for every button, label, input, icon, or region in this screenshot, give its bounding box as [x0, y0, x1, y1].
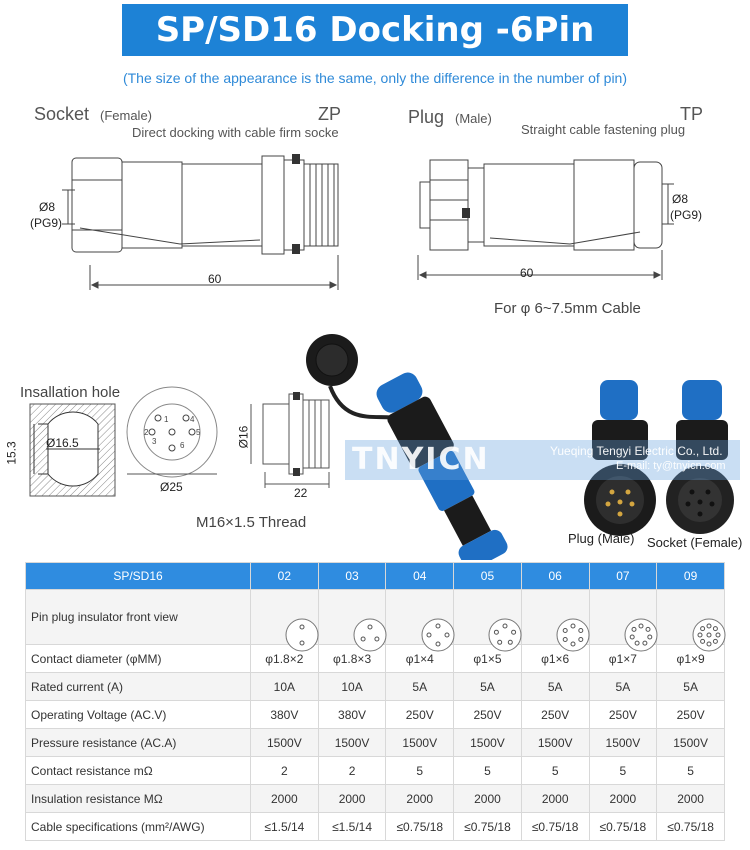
pin-layout-icon	[284, 617, 320, 653]
table-cell: ≤0.75/18	[657, 813, 725, 841]
install-title: Insallation hole	[20, 384, 121, 401]
page-subtitle: (The size of the appearance is the same, only the difference in the number of pin)	[122, 70, 628, 86]
thread-label: M16×1.5 Thread	[196, 514, 307, 531]
table-cell: φ1×5	[454, 645, 522, 673]
watermark-email: E-mail: ty@tnyicn.com	[616, 460, 726, 472]
table-col-header: 03	[318, 563, 386, 590]
svg-text:3: 3	[152, 437, 157, 446]
plug-code: TP	[680, 104, 704, 124]
table-cell: 2000	[589, 785, 657, 813]
hole-dia: Ø16.5	[46, 436, 79, 450]
table-cell: 2000	[454, 785, 522, 813]
table-col-header: 02	[251, 563, 319, 590]
table-header-label: SP/SD16	[26, 563, 251, 590]
table-cell: 10A	[318, 673, 386, 701]
table-cell: 1500V	[589, 729, 657, 757]
svg-text:6: 6	[180, 441, 185, 450]
svg-text:5: 5	[196, 428, 201, 437]
watermark-logo: TNYICN	[352, 442, 490, 477]
table-cell	[521, 590, 589, 645]
table-cell: ≤0.75/18	[589, 813, 657, 841]
table-cell: φ1×7	[589, 645, 657, 673]
table-col-header: 07	[589, 563, 657, 590]
svg-text:2: 2	[144, 428, 149, 437]
table-cell: 5A	[657, 673, 725, 701]
table-cell: ≤0.75/18	[386, 813, 454, 841]
pin-layout-icon	[420, 617, 456, 653]
table-row	[26, 701, 725, 729]
table-cell: 5	[521, 757, 589, 785]
pin-layout-icon	[352, 617, 388, 653]
table-row-label: Pressure resistance (AC.A)	[26, 729, 251, 757]
table-cell: 2000	[657, 785, 725, 813]
table-cell: φ1.8×3	[318, 645, 386, 673]
table-row	[26, 729, 725, 757]
side-length: 22	[294, 486, 308, 500]
pin-layout-icon	[487, 617, 523, 653]
table-cell	[251, 590, 319, 645]
table-row-label: Contact resistance mΩ	[26, 757, 251, 785]
table-row	[26, 590, 725, 645]
table-row-label: Contact diameter (φMM)	[26, 645, 251, 673]
watermark-company: Yueqing Tengyi Electric Co., Ltd.	[550, 444, 723, 458]
table-col-header: 09	[657, 563, 725, 590]
table-cell: 250V	[521, 701, 589, 729]
socket-dia: Ø8	[39, 200, 56, 214]
table-cell	[318, 590, 386, 645]
plug-pg: (PG9)	[670, 208, 703, 222]
table-cell	[657, 590, 725, 645]
table-cell: 2000	[386, 785, 454, 813]
table-cell: 2	[251, 757, 319, 785]
socket-drawing	[20, 140, 365, 300]
table-cell: 1500V	[657, 729, 725, 757]
table-cell: ≤1.5/14	[318, 813, 386, 841]
table-cell: 5	[657, 757, 725, 785]
table-row-label: Cable specifications (mm²/AWG)	[26, 813, 251, 841]
socket-pg: (PG9)	[30, 216, 63, 230]
install-hole-drawing	[10, 400, 120, 500]
socket-label: Socket	[34, 104, 90, 124]
page-title: SP/SD16 Docking -6Pin	[122, 4, 628, 56]
socket-photo-label: Socket (Female)	[647, 535, 743, 550]
socket-code: ZP	[318, 104, 342, 124]
table-cell: ≤1.5/14	[251, 813, 319, 841]
pin-layout-icon	[691, 617, 727, 653]
table-cell: φ1×6	[521, 645, 589, 673]
pin-layout-icon	[555, 617, 591, 653]
table-cell: 250V	[386, 701, 454, 729]
table-col-header: 06	[521, 563, 589, 590]
svg-text:4: 4	[190, 415, 195, 424]
plug-length: 60	[520, 266, 534, 280]
table-header-row	[26, 563, 725, 590]
table-cell: 1500V	[318, 729, 386, 757]
socket-gender: (Female)	[100, 108, 153, 123]
side-dia: Ø16	[236, 425, 251, 449]
plug-photo-label: Plug (Male)	[568, 531, 635, 546]
spec-table	[25, 562, 725, 841]
table-cell: 1500V	[386, 729, 454, 757]
table-cell: 2000	[521, 785, 589, 813]
plug-label: Plug	[408, 107, 445, 127]
table-cell: φ1.8×2	[251, 645, 319, 673]
table-cell: ≤0.75/18	[454, 813, 522, 841]
table-cell: ≤0.75/18	[521, 813, 589, 841]
table-cell: 5A	[386, 673, 454, 701]
table-cell	[386, 590, 454, 645]
table-cell: 5A	[589, 673, 657, 701]
table-cell	[454, 590, 522, 645]
table-cell: 2000	[251, 785, 319, 813]
table-cell: 2	[318, 757, 386, 785]
socket-desc: Direct docking with cable firm socke	[132, 125, 339, 140]
face-view-drawing	[122, 382, 222, 482]
plug-desc: Straight cable fastening plug	[521, 122, 686, 137]
table-cell: 250V	[454, 701, 522, 729]
svg-text:1: 1	[164, 415, 169, 424]
table-cell: φ1×9	[657, 645, 725, 673]
face-dia: Ø25	[160, 480, 183, 494]
table-col-header: 05	[454, 563, 522, 590]
table-col-header: 04	[386, 563, 454, 590]
table-cell: 380V	[251, 701, 319, 729]
table-row	[26, 785, 725, 813]
hole-height: 15.3	[4, 441, 19, 465]
table-cell: 1500V	[521, 729, 589, 757]
table-cell: φ1×4	[386, 645, 454, 673]
table-row-label: Insulation resistance MΩ	[26, 785, 251, 813]
table-row	[26, 757, 725, 785]
socket-length: 60	[208, 272, 222, 286]
pin-layout-icon	[623, 617, 659, 653]
table-cell: 5A	[454, 673, 522, 701]
table-cell: 1500V	[251, 729, 319, 757]
plug-gender: (Male)	[455, 111, 492, 126]
table-row	[26, 813, 725, 841]
table-cell: 1500V	[454, 729, 522, 757]
table-cell: 380V	[318, 701, 386, 729]
table-cell: 5A	[521, 673, 589, 701]
table-cell: 10A	[251, 673, 319, 701]
table-cell: 5	[589, 757, 657, 785]
plug-dia: Ø8	[672, 192, 689, 206]
table-cell: 250V	[657, 701, 725, 729]
table-row	[26, 673, 725, 701]
table-cell	[589, 590, 657, 645]
table-cell: 250V	[589, 701, 657, 729]
table-row-label: Rated current (A)	[26, 673, 251, 701]
plug-drawing	[400, 140, 703, 290]
table-row-label: Pin plug insulator front view	[26, 590, 251, 645]
table-cell: 2000	[318, 785, 386, 813]
table-row-label: Operating Voltage (AC.V)	[26, 701, 251, 729]
table-cell: 5	[386, 757, 454, 785]
cable-note: For φ 6~7.5mm Cable	[494, 300, 641, 317]
table-cell: 5	[454, 757, 522, 785]
